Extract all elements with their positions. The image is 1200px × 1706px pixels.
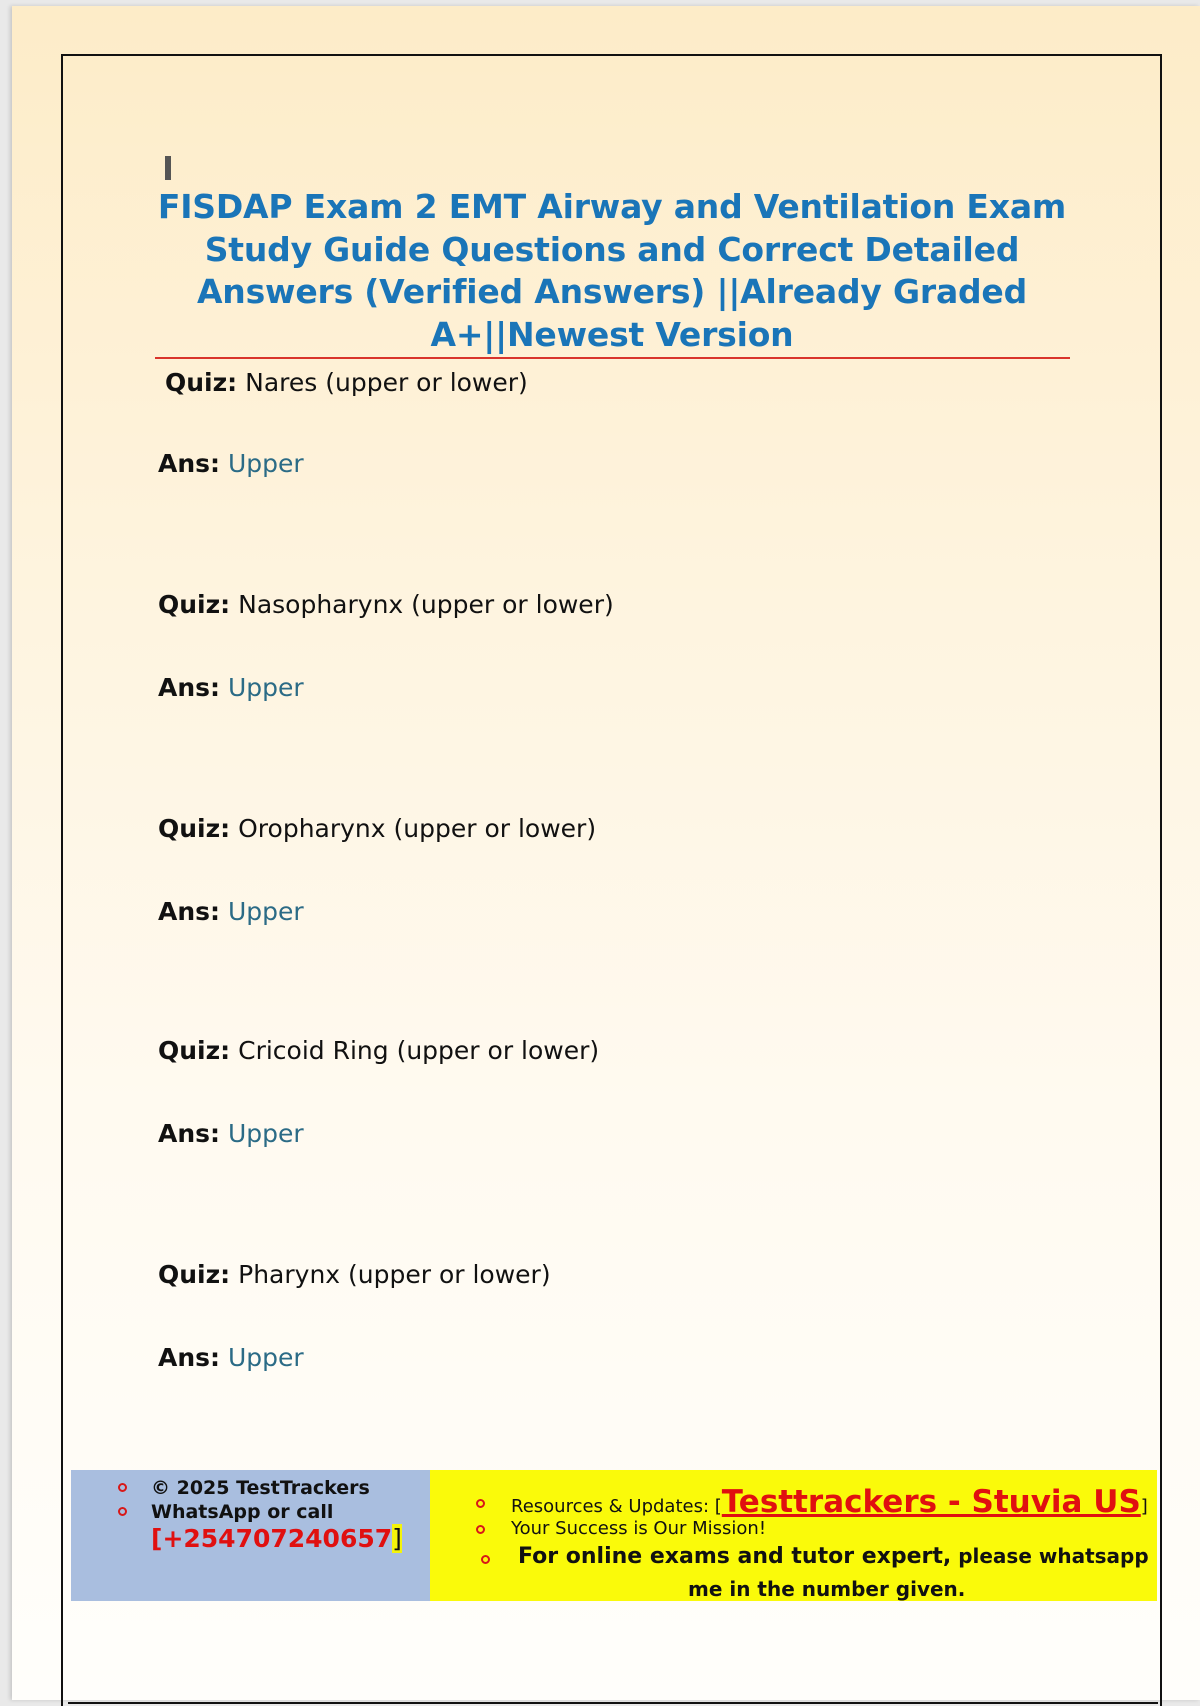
quiz-answer-2 xyxy=(158,673,304,702)
resources-bracket-close: ] xyxy=(1140,1496,1148,1517)
question-text: Nares (upper or lower) xyxy=(245,368,528,397)
bullet-icon xyxy=(481,1555,490,1564)
question-text: Nasopharynx (upper or lower) xyxy=(238,590,614,619)
bullet-icon xyxy=(118,1507,127,1516)
document-title: FISDAP Exam 2 EMT Airway and Ventilation Exam Study Guide Questions and Correct Detailed Answers (Verified Answers) ||Already Graded A+||Newest Version xyxy=(157,187,1067,354)
ans-label: Ans: xyxy=(158,1343,221,1372)
promo-line-1 xyxy=(518,1544,1149,1569)
question-text: Cricoid Ring (upper or lower) xyxy=(238,1036,600,1065)
quiz-answer-5 xyxy=(158,1343,304,1372)
stuvia-link[interactable]: Testtrackers - Stuvia US xyxy=(721,1484,1141,1520)
answer-text: Upper xyxy=(227,1343,304,1372)
question-text: Pharynx (upper or lower) xyxy=(238,1260,551,1289)
question-text: Oropharynx (upper or lower) xyxy=(238,814,597,843)
answer-text: Upper xyxy=(227,673,304,702)
mission-text: Your Success is Our Mission! xyxy=(511,1518,767,1539)
bottom-border xyxy=(68,1702,1158,1704)
promo-rest: please whatsapp xyxy=(951,1544,1149,1568)
ans-label: Ans: xyxy=(158,673,221,702)
document-page xyxy=(12,6,1200,1700)
title-underline xyxy=(155,357,1070,359)
quiz-question-5 xyxy=(158,1260,551,1289)
quiz-label: Quiz: xyxy=(165,368,238,397)
phone-bracket-close: ] xyxy=(392,1524,402,1553)
ans-label: Ans: xyxy=(158,1119,221,1148)
quiz-label: Quiz: xyxy=(158,1036,231,1065)
quiz-question-4 xyxy=(158,1036,599,1065)
footer-contact-panel xyxy=(71,1470,430,1601)
resources-line xyxy=(511,1484,1148,1520)
phone-number[interactable]: +254707240657 xyxy=(162,1524,393,1553)
ans-label: Ans: xyxy=(158,897,221,926)
bullet-icon xyxy=(476,1499,485,1508)
phone-line xyxy=(151,1524,402,1553)
answer-text: Upper xyxy=(227,449,304,478)
copyright-text: © 2025 TestTrackers xyxy=(151,1477,370,1499)
quiz-label: Quiz: xyxy=(158,590,231,619)
quiz-answer-4 xyxy=(158,1119,304,1148)
contact-label: WhatsApp or call xyxy=(151,1501,334,1523)
quiz-answer-1 xyxy=(158,449,304,478)
text-cursor xyxy=(165,156,171,180)
bullet-icon xyxy=(118,1483,127,1492)
resources-label: Resources & Updates: [ xyxy=(511,1496,722,1517)
promo-line-2: me in the number given. xyxy=(688,1577,966,1601)
promo-bold: For online exams and tutor expert, xyxy=(518,1544,952,1569)
answer-text: Upper xyxy=(227,897,304,926)
quiz-label: Quiz: xyxy=(158,1260,231,1289)
quiz-answer-3 xyxy=(158,897,304,926)
answer-text: Upper xyxy=(227,1119,304,1148)
bullet-icon xyxy=(476,1525,485,1534)
phone-bracket-open: [ xyxy=(151,1524,163,1553)
footer-promo-panel xyxy=(430,1470,1157,1601)
quiz-question-2 xyxy=(158,590,614,619)
quiz-question-3 xyxy=(158,814,596,843)
quiz-question-1 xyxy=(165,368,528,397)
ans-label: Ans: xyxy=(158,449,221,478)
quiz-label: Quiz: xyxy=(158,814,231,843)
